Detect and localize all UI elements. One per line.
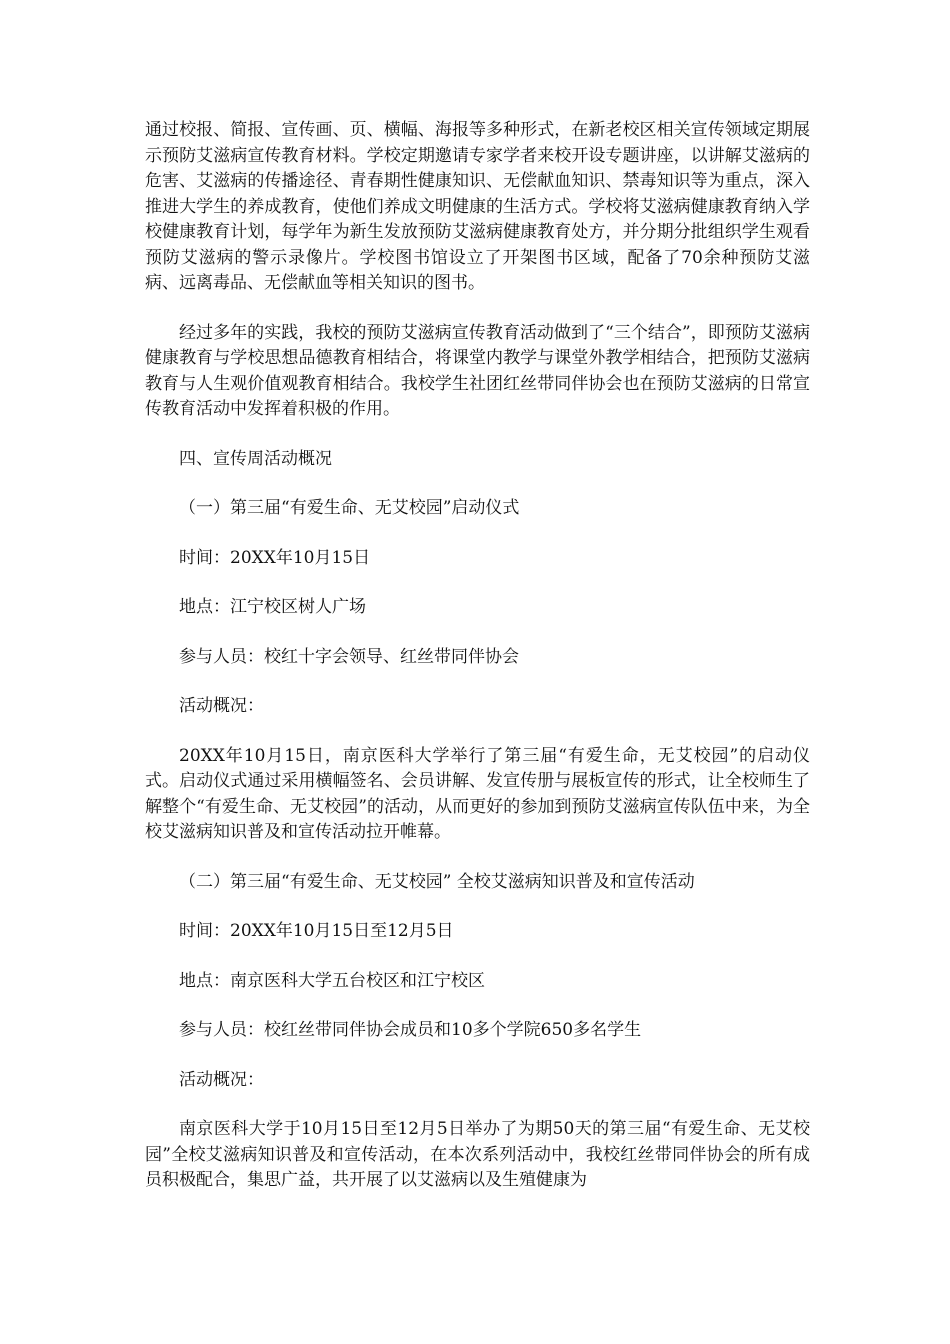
section-heading-activities: 四、宣传周活动概况 [179,448,332,469]
launch-overview-text: 20XX年10月15日，南京医科大学举行了第三届“有爱生命，无艾校园”的启动仪式。启动仪式通过采用横幅签名、会员讲解、发宣传册与展板宣传的形式，让全校师生了解整个“有爱生命、无艾校园”的活动，从而更好的参加到预防艾滋病宣传队伍中来，为全校艾滋病知识普及和宣传活动拉开帷幕。 [145,745,810,842]
subheading-launch-ceremony: （一）第三届“有爱生命、无艾校园”启动仪式 [179,498,520,518]
launch-overview-label: 活动概况： [179,696,264,716]
launch-time: 时间：20XX年10月15日 [179,547,371,568]
campaign-time: 时间：20XX年10月15日至12月5日 [179,921,454,941]
campaign-location: 地点：南京医科大学五台校区和江宁校区 [179,970,485,991]
launch-location: 地点：江宁校区树人广场 [179,597,366,617]
launch-participants: 参与人员：校红十字会领导、红丝带同伴协会 [179,646,519,667]
campaign-overview-text: 南京医科大学于10月15日至12月5日举办了为期50天的第三届“有爱生命、无艾校园”全校艾滋病知识普及和宣传活动，在本次系列活动中，我校红丝带同伴协会的所有成员积极配合，集思广益，共开展了以艾滋病以及生殖健康为 [145,1119,810,1190]
campaign-overview-label: 活动概况： [179,1069,264,1090]
subheading-knowledge-campaign: （二）第三届“有爱生命、无艾校园” 全校艾滋病知识普及和宣传活动 [179,871,695,892]
paragraph-three-combinations: 经过多年的实践，我校的预防艾滋病宣传教育活动做到了“三个结合”，即预防艾滋病健康教育与学校思想品德教育相结合，将课堂内教学与课堂外教学相结合，把预防艾滋病教育与人生观价值观教育相结合。我校学生社团红丝带同伴协会也在预防艾滋病的日常宣传教育活动中发挥着积极的作用。 [145,322,810,419]
paragraph-education-materials: 通过校报、简报、宣传画、页、横幅、海报等多种形式，在新老校区相关宣传领域定期展示预防艾滋病宣传教育材料。学校定期邀请专家学者来校开设专题讲座，以讲解艾滋病的危害、艾滋病的传播途径、青春期性健康知识、无偿献血知识、禁毒知识等为重点，深入推进大学生的养成教育，使他们养成文明健康的生活方式。学校将艾滋病健康教育纳入学校健康教育计划，每学年为新生发放预防艾滋病健康教育处方，并分期分批组织学生观看预防艾滋病的警示录像片。学校图书馆设立了开架图书区域，配备了70余种预防艾滋病、远离毒品、无偿献血等相关知识的图书。 [145,120,810,293]
document-body [145,118,810,1194]
campaign-participants: 参与人员：校红丝带同伴协会成员和10多个学院650多名学生 [179,1020,642,1040]
